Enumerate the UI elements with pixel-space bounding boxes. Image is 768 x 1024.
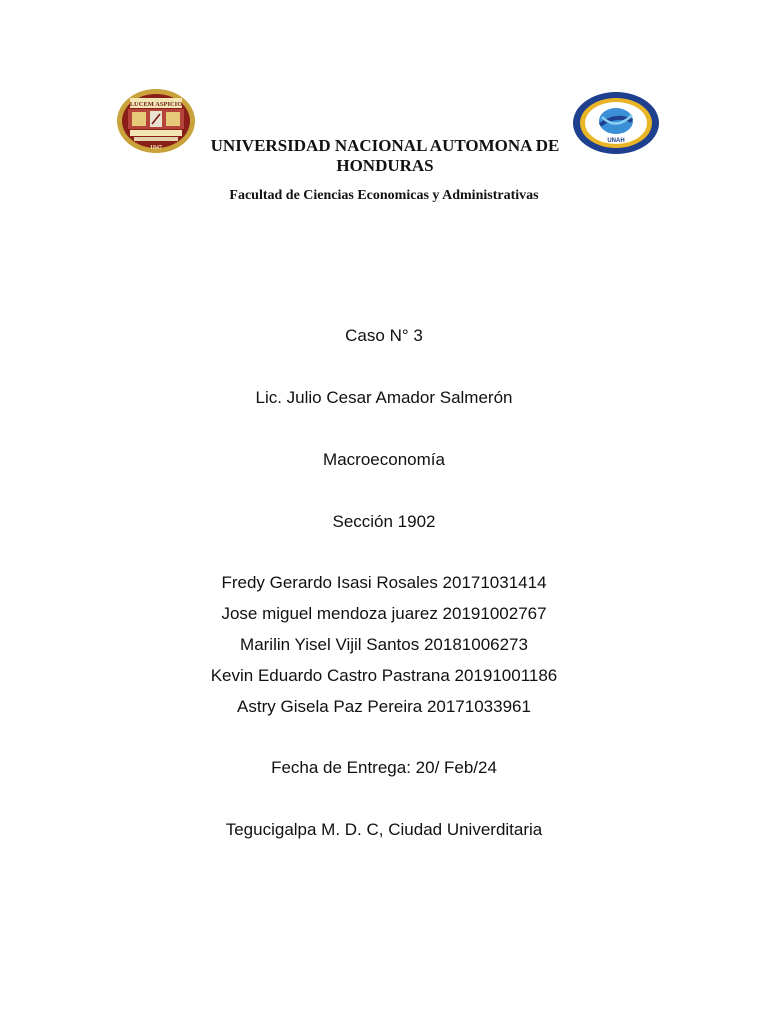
member-list	[0, 573, 768, 728]
subject-name: Macroeconomía	[323, 450, 445, 469]
university-title: UNIVERSIDAD NACIONAL AUTOMONA DE HONDURAS	[210, 136, 560, 175]
location: Tegucigalpa M. D. C, Ciudad Univerditaria	[225, 820, 543, 839]
due-date: Fecha de Entrega: 20/ Feb/24	[271, 758, 497, 777]
professor-name: Lic. Julio Cesar Amador Salmerón	[255, 388, 513, 407]
list-item: Kevin Eduardo Castro Pastrana 20191001186	[210, 666, 558, 685]
section-number: Sección 1902	[332, 512, 436, 531]
svg-text:1847: 1847	[150, 145, 162, 151]
faculty-name: Facultad de Ciencias Economicas y Administrativas	[229, 188, 539, 203]
svg-text:UNAH: UNAH	[607, 138, 625, 144]
case-number: Caso N° 3	[345, 326, 423, 345]
svg-text:LUCEM ASPICIO: LUCEM ASPICIO	[129, 101, 183, 108]
list-item: Fredy Gerardo Isasi Rosales 20171031414	[221, 573, 547, 592]
list-item: Astry Gisela Paz Pereira 20171033961	[237, 697, 531, 716]
list-item: Marilin Yisel Vijil Santos 20181006273	[240, 635, 528, 654]
comercio-internacional-logo-icon	[572, 91, 660, 155]
university-seal-icon	[116, 88, 196, 154]
list-item: Jose miguel mendoza juarez 20191002767	[221, 604, 547, 623]
